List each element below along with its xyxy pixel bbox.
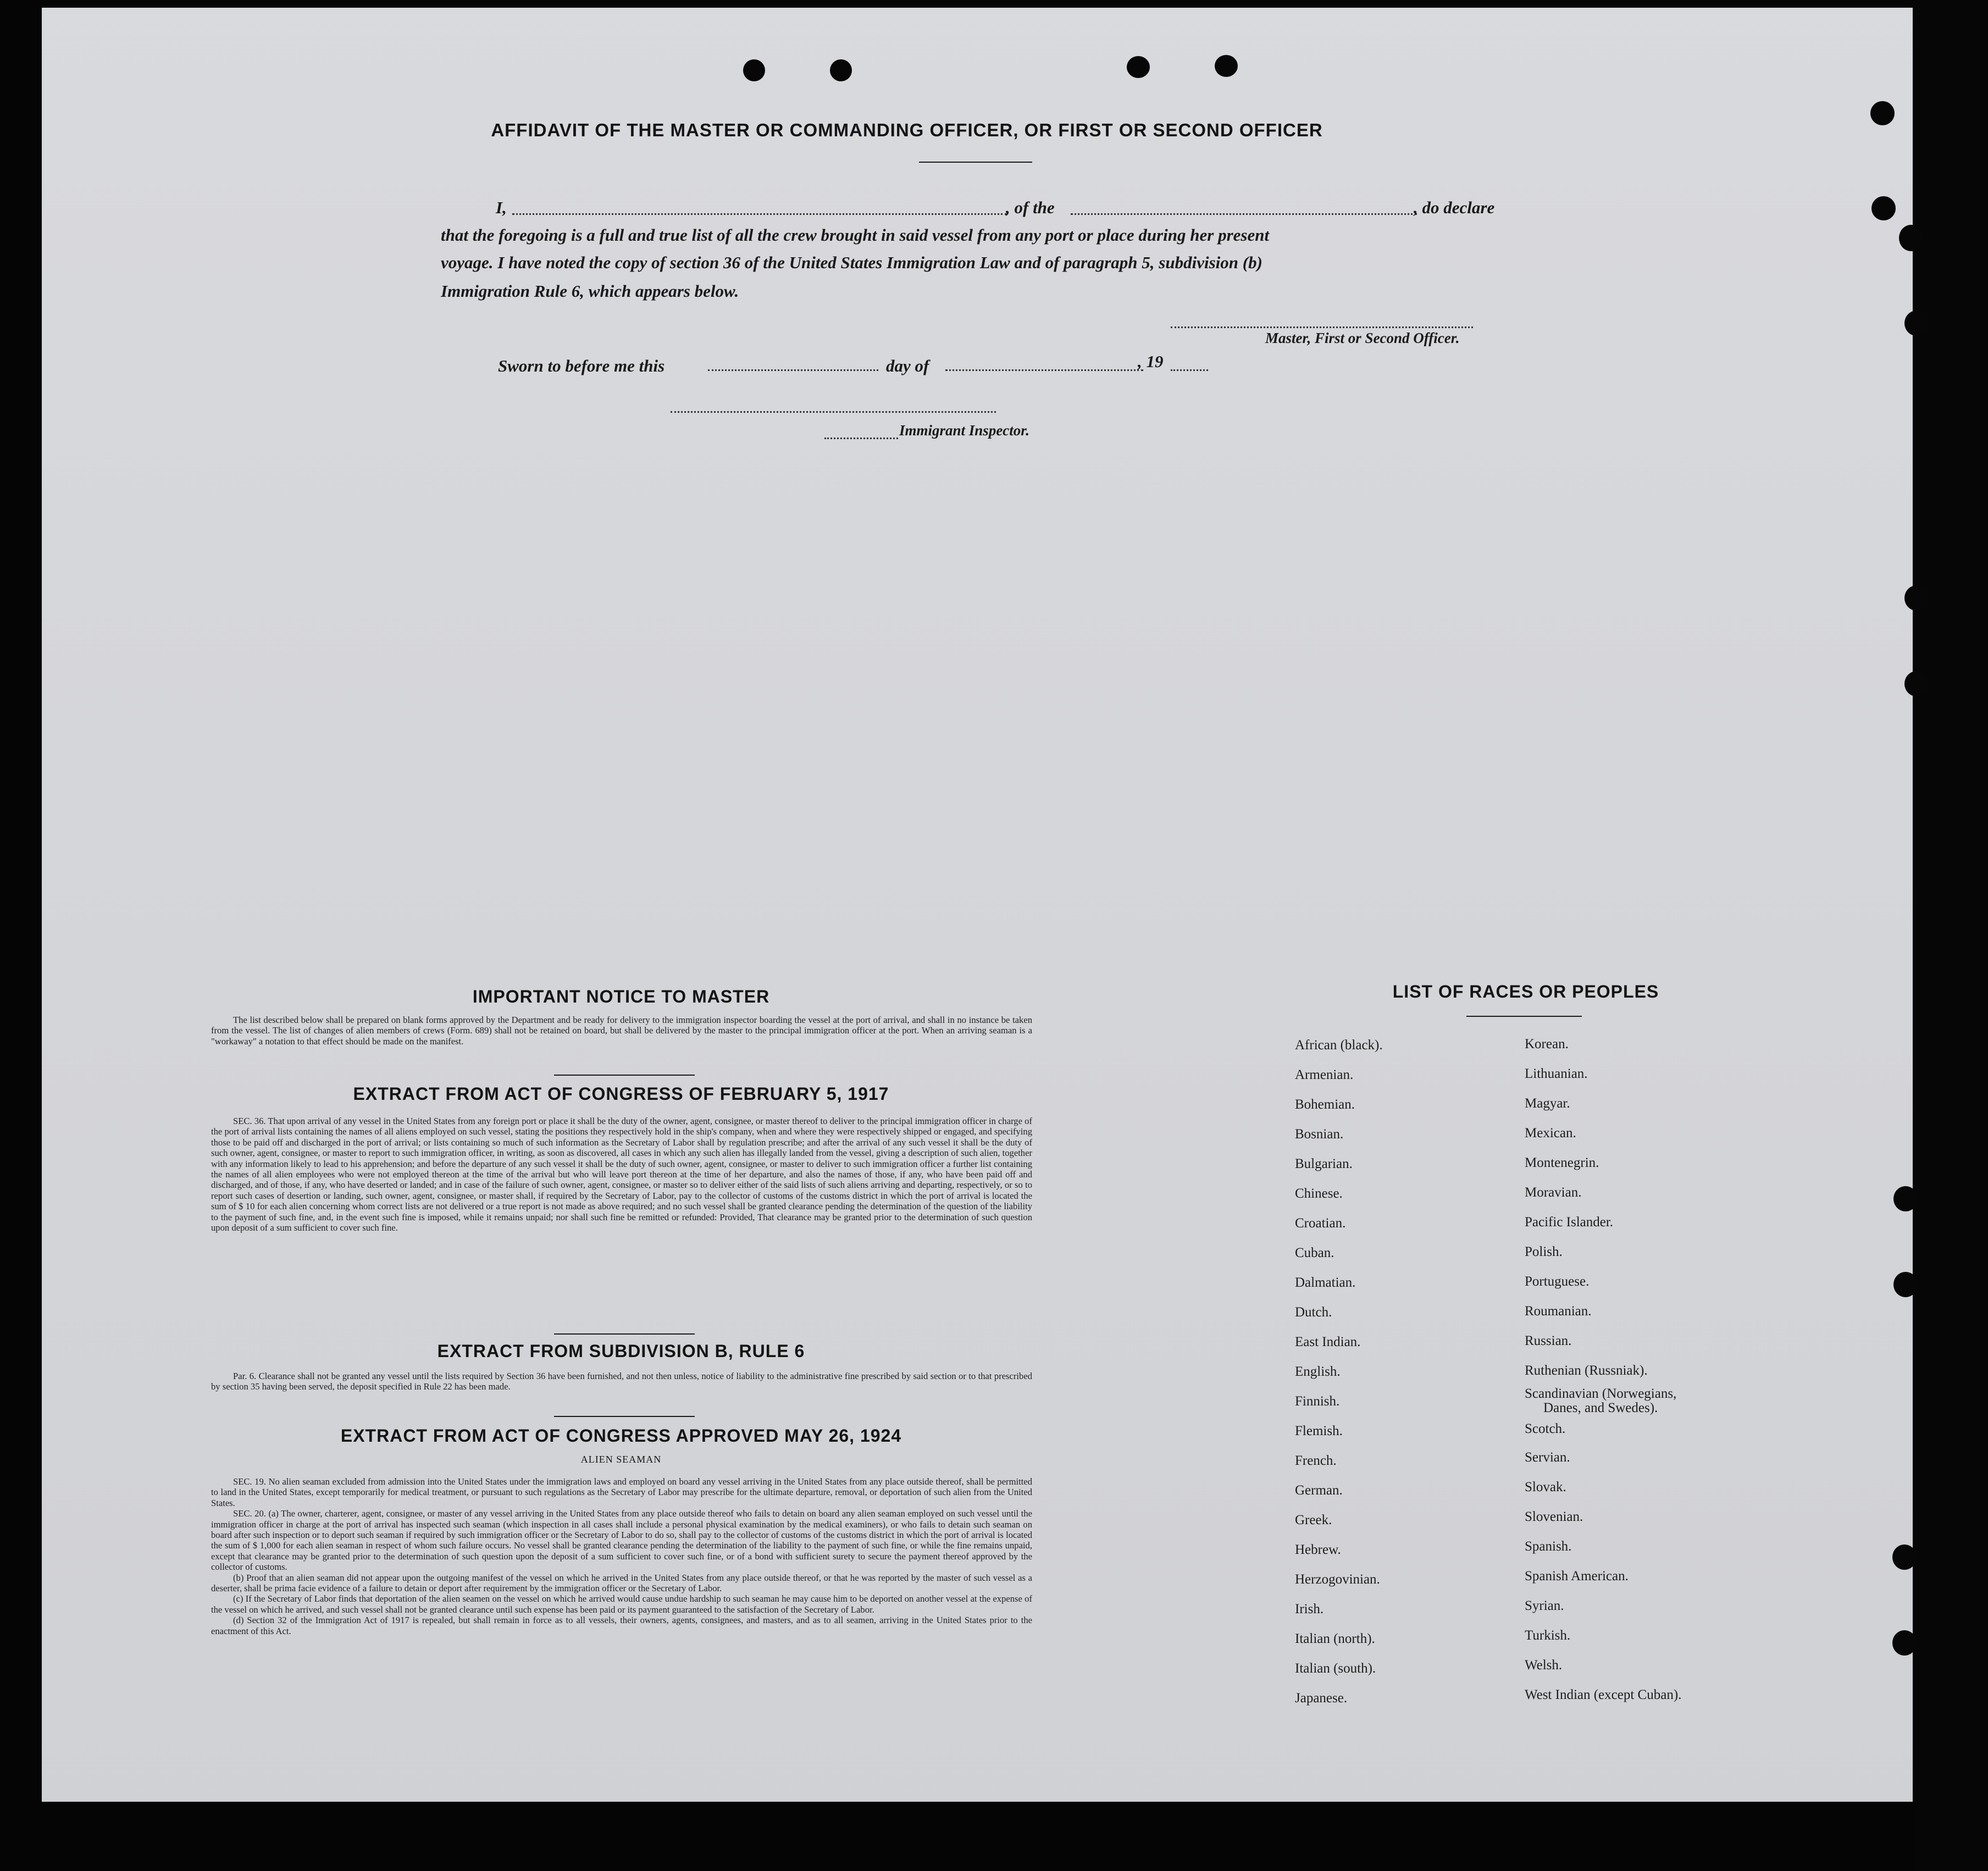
- punch-hole: [743, 59, 765, 81]
- race-right: Portuguese.: [1525, 1274, 1590, 1289]
- race-left: Japanese.: [1295, 1691, 1348, 1706]
- punch-hole: [1871, 196, 1896, 220]
- master-signature-line[interactable]: [1171, 326, 1473, 328]
- name-blank[interactable]: [512, 213, 1007, 215]
- race-left: Croatian.: [1295, 1216, 1346, 1231]
- inspector-label: Immigrant Inspector.: [899, 422, 1030, 439]
- notice-paragraph: The list described below shall be prepared on blank forms approved by the Department and be ready for delivery to the immigration inspector boarding the vessel at the port of arrival, and shall in no instance be taken from the vessel. The list of changes of alien members of crews (Form. 689) shall not be retained on board, but shall be delivered by the master to the principal immigration officer at the port. When an arriving seaman is a "workaway" a notation to that effect should be made on the manifest.: [211, 1015, 1032, 1047]
- extract-1917-title: EXTRACT FROM ACT OF CONGRESS OF FEBRUARY 5, 1917: [353, 1084, 889, 1104]
- race-left: Bulgarian.: [1295, 1156, 1353, 1171]
- sec20d-paragraph: (d) Section 32 of the Immigration Act of 1917 is repealed, but shall remain in force as to all vessels, their owners, agents, consignees, and masters, and as to all seamen, arriving in the United States prior to the enactment of this Act.: [211, 1615, 1032, 1636]
- punch-hole: [1904, 671, 1929, 696]
- race-right: Turkish.: [1525, 1628, 1571, 1643]
- sec20c-paragraph: (c) If the Secretary of Labor finds that deportation of the alien seamen on the vessel on which he arrived would cause undue hardship to such seaman he may cause him to be deported on another vessel at the expense of the vessel on which he arrived, and such vessel shall not be granted clearance until such expense has been paid or its payment guaranteed to the satisfaction of the Secretary of Labor.: [211, 1593, 1032, 1615]
- races-title: LIST OF RACES OR PEOPLES: [1392, 982, 1659, 1001]
- sworn-year: , 19: [1138, 352, 1164, 371]
- par6-paragraph: Par. 6. Clearance shall not be granted any vessel until the lists required by Section 36 have been furnished, and not then unless, notice of liability to the administrative fine prescribed by said section or to that prescribed by section 35 having been served, the deposit specified in Rule 22 has been made.: [211, 1371, 1032, 1392]
- punch-hole: [1215, 55, 1238, 77]
- master-signature-label: Master, First or Second Officer.: [1265, 330, 1460, 346]
- race-right: Ruthenian (Russniak).: [1525, 1363, 1648, 1378]
- race-right: Lithuanian.: [1525, 1066, 1588, 1081]
- races-title-underline: [1466, 1016, 1582, 1017]
- affidavit-line3: voyage. I have noted the copy of section 36 of the United States Immigration Law and of paragraph 5, subdivision (b): [441, 253, 1262, 272]
- extract-1924-body: [211, 1476, 1032, 1636]
- race-right: Russian.: [1525, 1333, 1572, 1348]
- sworn-month-blank[interactable]: [945, 369, 1143, 371]
- race-right: Roumanian.: [1525, 1304, 1592, 1319]
- race-left: Finnish.: [1295, 1394, 1340, 1409]
- race-left: African (black).: [1295, 1038, 1383, 1053]
- affidavit-line1-of-the: , of the: [1006, 198, 1055, 217]
- sec20a-paragraph: SEC. 20. (a) The owner, charterer, agent, consignee, or master of any vessel arriving in the United States from any place outside thereof who fails to detain on board any alien seaman employed on such vessel until the immigration officer in charge at the port of arrival has inspected such seaman (which inspection in all cases shall include a personal physical examination by the medical examiners), or who fails to detain such seaman on board after such inspection or to deport such seaman if required by such immigration officer or the Secretary of Labor to do so, shall pay to the collector of customs of the customs district in which the port of arrival is located the sum of $ 1,000 for each alien seaman in respect of whom such failure occurs. No vessel shall be granted clearance pending the determination of the liability to the payment of such fine, or while the fine remains unpaid, except that clearance may be granted prior to the determination of such question upon the deposit of a sum sufficient to cover such fine, or of a bond with sufficient surety to secure the payment thereof approved by the collector of customs.: [211, 1508, 1032, 1573]
- punch-hole: [1899, 225, 1923, 251]
- sworn-year-blank[interactable]: [1171, 369, 1208, 371]
- punch-hole: [1127, 56, 1150, 78]
- race-left: French.: [1295, 1453, 1337, 1468]
- affidavit-line1-declare: , do declare: [1414, 198, 1495, 217]
- extract-1917-body: [211, 1116, 1032, 1233]
- race-right: Spanish American.: [1525, 1569, 1629, 1584]
- race-right: Danes, and Swedes).: [1543, 1401, 1658, 1415]
- extract-1924-title: EXTRACT FROM ACT OF CONGRESS APPROVED MAY 26, 1924: [340, 1426, 902, 1446]
- section-divider: [554, 1416, 695, 1417]
- race-right: Moravian.: [1525, 1185, 1582, 1200]
- race-left: East Indian.: [1295, 1335, 1361, 1349]
- race-left: Irish.: [1295, 1602, 1324, 1617]
- race-left: Greek.: [1295, 1513, 1332, 1527]
- sworn-prefix: Sworn to before me this: [498, 356, 665, 375]
- sworn-day-of: day of: [886, 356, 929, 375]
- race-left: Bohemian.: [1295, 1097, 1355, 1112]
- race-left: Dutch.: [1295, 1305, 1332, 1320]
- punch-hole: [830, 59, 852, 81]
- race-left: Cuban.: [1295, 1246, 1334, 1260]
- punch-hole: [1893, 1272, 1918, 1297]
- race-right: Korean.: [1525, 1037, 1569, 1051]
- affidavit-line1-i: I,: [496, 198, 507, 217]
- race-left: Armenian.: [1295, 1067, 1354, 1082]
- affidavit-line4: Immigration Rule 6, which appears below.: [441, 281, 739, 301]
- punch-hole: [1893, 1186, 1918, 1211]
- race-left: Italian (north).: [1295, 1631, 1375, 1646]
- vessel-blank[interactable]: [1071, 213, 1417, 215]
- race-right: Magyar.: [1525, 1096, 1570, 1111]
- punch-hole: [1904, 311, 1929, 336]
- punch-hole: [1892, 1545, 1917, 1570]
- race-right: Slovenian.: [1525, 1509, 1583, 1524]
- punch-hole: [1870, 101, 1895, 125]
- race-left: German.: [1295, 1483, 1343, 1498]
- race-left: Hebrew.: [1295, 1542, 1341, 1557]
- sec36-paragraph: SEC. 36. That upon arrival of any vessel in the United States from any foreign port or place it shall be the duty of the owner, agent, consignee, or master thereof to deliver to the principal immigration officer in charge of the port of arrival lists containing the names of all aliens employed on such vessel, stating the positions they respectively hold in the ship's company, when and where they were respectively shipped or engaged, and specifying those to be paid off and discharged in the port of arrival; or lists containing so much of such information as the Secretary of Labor shall by regulation prescribe; and after the arrival of any such vessel it shall be the duty of such owner, agent, consignee, or master to report to such immigration officer, in writing, as soon as discovered, all cases in which any such alien has illegally landed from the vessel, giving a description of such alien, together with any information likely to lead to his apprehension; and before the departure of any such vessel it shall be the duty of such owner, agent, consignee, or master to deliver to such immigration officer a further list containing the names of all alien employees who were not employed thereon at the time of the arrival but who will leave port thereon at the time of her departure, and also the names of those, if any, who have been paid off and discharged, and of those, if any, who have deserted or landed; and in case of the failure of such owner, agent, consignee, or master so to deliver either of the said lists of such aliens arriving and departing, respectively, or so to report such cases of desertion or landing, such owner, agent, consignee, or master shall, if required by the Secretary of Labor, pay to the collector of customs of the customs district in which the port of arrival is located the sum of $ 10 for each alien concerning whom correct lists are not delivered or a true report is not made as above required; and no such vessel shall be granted clearance pending the determination of the question of the liability to the payment of such fine, and, in the event such fine is imposed, while it remains unpaid; nor shall such fine be remitted or refunded: Provided, That clearance may be granted prior to the determination of such question upon deposit of a sum sufficient to cover such fine.: [211, 1116, 1032, 1233]
- sec20b-paragraph: (b) Proof that an alien seaman did not appear upon the outgoing manifest of the vessel on which he arrived in the United States from any place outside thereof, or that he was reported by the master of such vessel as a deserter, shall be prima facie evidence of a failure to detain or deport after requirement by the immigration officer or the Secretary of Labor.: [211, 1572, 1032, 1594]
- inspector-signature-line-short[interactable]: [824, 438, 898, 439]
- extract-rule6-title: EXTRACT FROM SUBDIVISION B, RULE 6: [437, 1341, 805, 1361]
- race-left: Bosnian.: [1295, 1127, 1344, 1142]
- race-right: Welsh.: [1525, 1658, 1563, 1673]
- race-right: Montenegrin.: [1525, 1155, 1599, 1170]
- race-right: West Indian (except Cuban).: [1525, 1687, 1682, 1702]
- race-right: Syrian.: [1525, 1598, 1564, 1613]
- race-left: English.: [1295, 1364, 1341, 1379]
- race-right: Servian.: [1525, 1450, 1570, 1465]
- race-right: Scotch.: [1525, 1421, 1566, 1436]
- race-right: Pacific Islander.: [1525, 1215, 1614, 1230]
- alien-seaman-subtitle: ALIEN SEAMAN: [580, 1454, 662, 1465]
- section-divider: [554, 1333, 695, 1335]
- race-left: Flemish.: [1295, 1424, 1343, 1438]
- race-left: Herzogovinian.: [1295, 1572, 1380, 1587]
- race-right: Mexican.: [1525, 1126, 1576, 1141]
- punch-hole: [1904, 585, 1929, 611]
- sec19-paragraph: SEC. 19. No alien seaman excluded from admission into the United States under the immigration laws and employed on board any vessel arriving in the United States from any place outside thereof, shall be permitted to land in the United States, except temporarily for medical treatment, or pursuant to such regulations as the Secretary of Labor may prescribe for the ultimate departure, removal, or deportation of such alien from the United States.: [211, 1476, 1032, 1508]
- inspector-signature-line[interactable]: [671, 411, 996, 413]
- race-right: Slovak.: [1525, 1480, 1566, 1494]
- affidavit-title: AFFIDAVIT OF THE MASTER OR COMMANDING OFFICER, OR FIRST OR SECOND OFFICER: [491, 120, 1323, 140]
- notice-title: IMPORTANT NOTICE TO MASTER: [472, 987, 770, 1006]
- section-divider: [554, 1075, 695, 1076]
- extract-rule6-body: [211, 1371, 1032, 1392]
- notice-body: [211, 1015, 1032, 1047]
- race-right: Polish.: [1525, 1244, 1563, 1259]
- affidavit-line2: that the foregoing is a full and true list of all the crew brought in said vessel from any port or place during her present: [441, 225, 1270, 245]
- race-right: Scandinavian (Norwegians,: [1525, 1386, 1677, 1401]
- title-underline: [919, 162, 1032, 163]
- sworn-day-blank[interactable]: [708, 369, 878, 371]
- race-left: Italian (south).: [1295, 1661, 1376, 1676]
- punch-hole: [1892, 1630, 1917, 1656]
- race-right: Spanish.: [1525, 1539, 1572, 1554]
- race-left: Dalmatian.: [1295, 1275, 1356, 1290]
- race-left: Chinese.: [1295, 1186, 1343, 1201]
- right-edge-border: [1913, 0, 1988, 1871]
